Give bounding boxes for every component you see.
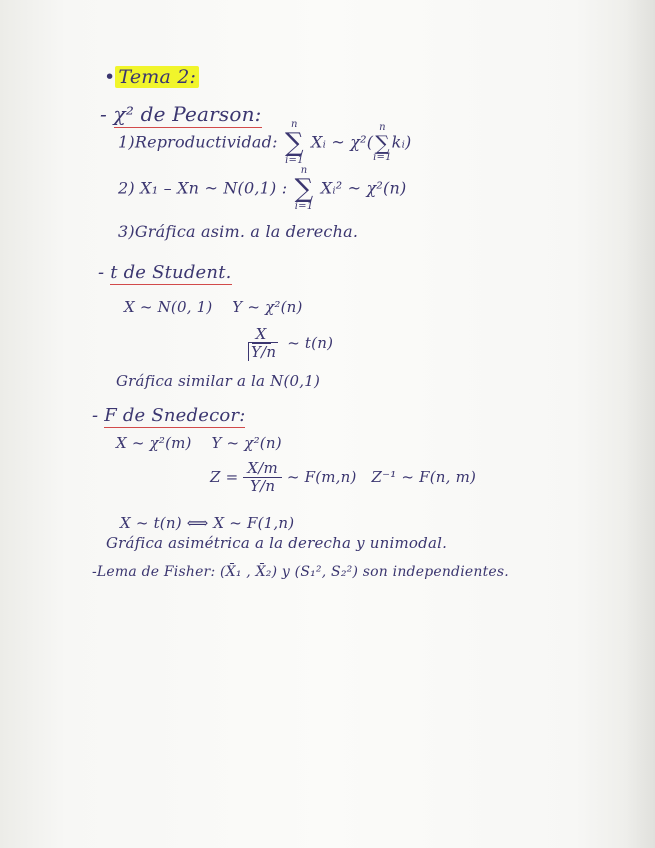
student-heading: t de Student. bbox=[110, 262, 232, 283]
snedecor-fraction bbox=[243, 460, 282, 496]
snedecor-fraction-rest: ~ F(m,n) Z⁻¹ ~ F(n, m) bbox=[286, 467, 477, 486]
pearson-heading-row: - χ² de Pearson: bbox=[100, 102, 262, 126]
student-fraction-rest: ~ t(n) bbox=[287, 333, 334, 352]
pearson-item-2-label: 2) X₁ – Xn ~ N(0,1) : bbox=[118, 178, 288, 198]
bullet: • bbox=[104, 66, 116, 88]
student-graph: Gráfica similar a la N(0,1) bbox=[116, 372, 321, 390]
pearson-heading: χ² de Pearson: bbox=[113, 102, 262, 126]
student-fraction bbox=[240, 326, 282, 362]
snedecor-heading-row: - F de Snedecor: bbox=[92, 405, 246, 426]
snedecor-fraction-row bbox=[210, 460, 476, 496]
student-fraction-numerator: X bbox=[252, 326, 271, 344]
topic-title: Tema 2: bbox=[115, 66, 199, 88]
pearson-item-2 bbox=[118, 165, 407, 212]
snedecor-fraction-numerator: X/m bbox=[243, 460, 282, 478]
student-heading-row: - t de Student. bbox=[98, 262, 232, 283]
pearson-item-1-formula: Xᵢ ~ χ²( bbox=[311, 132, 374, 152]
topic-title-row bbox=[104, 66, 199, 88]
pearson-item-1 bbox=[118, 119, 412, 166]
pearson-item-2-formula: Xᵢ² ~ χ²(n) bbox=[320, 178, 407, 198]
snedecor-fraction-denominator: Y/n bbox=[250, 477, 276, 496]
pearson-item-1-formula-end: kᵢ) bbox=[391, 132, 412, 152]
snedecor-heading: F de Snedecor: bbox=[104, 405, 246, 426]
pearson-item-1-label: 1)Reproductividad: bbox=[118, 132, 278, 152]
pearson-item-3: 3)Gráfica asim. a la derecha. bbox=[118, 222, 359, 241]
snedecor-line-3: X ~ t(n) ⟺ X ~ F(1,n) bbox=[120, 514, 295, 532]
snedecor-z-prefix: Z = bbox=[210, 467, 239, 486]
snedecor-line-1: X ~ χ²(m) Y ~ χ²(n) bbox=[116, 434, 282, 452]
snedecor-graph: Gráfica asimétrica a la derecha y unimodal. bbox=[106, 534, 448, 552]
sum-symbol-inner: ∑ n i=1 bbox=[373, 122, 392, 163]
sum-symbol: ∑ n i=1 bbox=[284, 119, 304, 166]
paper-shadow bbox=[625, 0, 655, 848]
student-line-1: X ~ N(0, 1) Y ~ χ²(n) bbox=[124, 298, 303, 316]
fisher-lemma: -Lema de Fisher: (X̄₁ , X̄₂) y (S₁², S₂²) son independientes. bbox=[92, 564, 509, 580]
student-fraction-row bbox=[240, 326, 333, 362]
sum-symbol: ∑ n i=1 bbox=[294, 165, 314, 212]
student-fraction-denominator: Y/n bbox=[240, 344, 282, 361]
